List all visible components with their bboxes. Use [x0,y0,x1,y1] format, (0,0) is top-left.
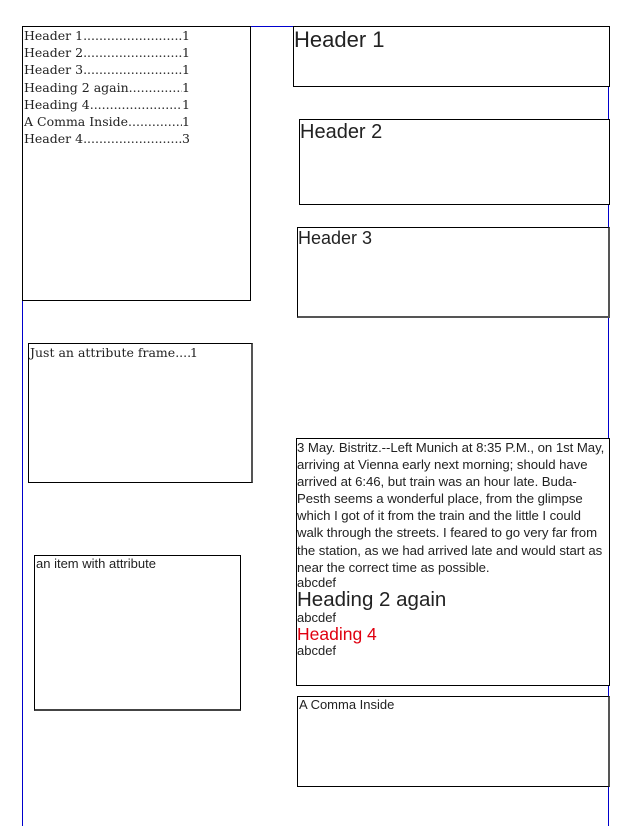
body-paragraph: 3 May. Bistritz.--Left Munich at 8:35 P.M., on 1st May, arriving at Vienna early next morning; should have arrived at 6:46, but train was an hour late. Buda-Pesth seems a wonderful place, from the glimpse which I got of it from the train and the little I could walk through the streets. I feared to go very far from the station, as we had arrived late and would start as near the correct time as possible. [297,440,605,575]
attribute-frame [28,343,253,483]
toc-entry-label: Header 3 [24,62,84,78]
toc-entry[interactable] [24,44,190,61]
toc-entry-page: 1 [182,79,190,95]
toc-entry-label: Heading 4 [24,96,90,112]
item-with-attribute-frame [34,555,241,711]
toc-entry-page: 1 [182,45,190,61]
comma-inside-text: A Comma Inside [299,697,395,712]
body-text-frame [296,438,610,686]
toc-entry-label: Header 1 [24,28,84,43]
attribute-frame-entry[interactable] [30,344,198,361]
toc-entry-page: 1 [182,114,190,130]
toc-leader-dots [83,27,182,44]
toc-entry[interactable] [24,130,190,147]
attribute-frame-page: 1 [190,345,198,360]
filler-text: abcdef [297,574,337,590]
toc-leader-dots [128,113,182,130]
toc-leader-dots [129,79,182,96]
toc-leader-dots [90,96,182,113]
toc-entry-label: Header 2 [24,45,84,61]
header-3-frame [297,227,610,318]
toc-entry-page: 1 [182,28,190,43]
header-1: Header 1 [294,27,385,52]
toc-entry-label: Heading 2 again [24,79,129,95]
header-1-frame [293,26,610,87]
header-2: Header 2 [300,121,383,143]
comma-inside-frame [297,696,610,787]
heading-2-again: Heading 2 again [297,587,447,611]
toc-entry[interactable] [24,61,190,78]
toc-entry-page: 3 [182,131,190,147]
attribute-frame-label: Just an attribute frame [30,345,176,360]
toc-leader-dots [83,130,182,147]
toc-entry-page: 1 [182,96,190,112]
table-of-contents [22,26,251,301]
toc-entry[interactable] [24,27,190,44]
toc-leader-dots [83,61,182,78]
filler-text: abcdef [297,642,337,658]
filler-text: abcdef [297,609,337,625]
header-3: Header 3 [298,228,373,248]
toc-leader-dots [83,44,182,61]
toc-entry[interactable] [24,79,190,96]
toc-entry-page: 1 [182,62,190,78]
toc-entry-label: Header 4 [24,131,84,147]
toc-entry[interactable] [24,96,190,113]
heading-4: Heading 4 [297,623,377,644]
item-with-attribute-text: an item with attribute [36,556,156,571]
toc-entry-label: A Comma Inside [24,114,129,130]
header-2-frame [299,119,610,205]
leader-dots [175,344,190,361]
toc-entry[interactable] [24,113,190,130]
